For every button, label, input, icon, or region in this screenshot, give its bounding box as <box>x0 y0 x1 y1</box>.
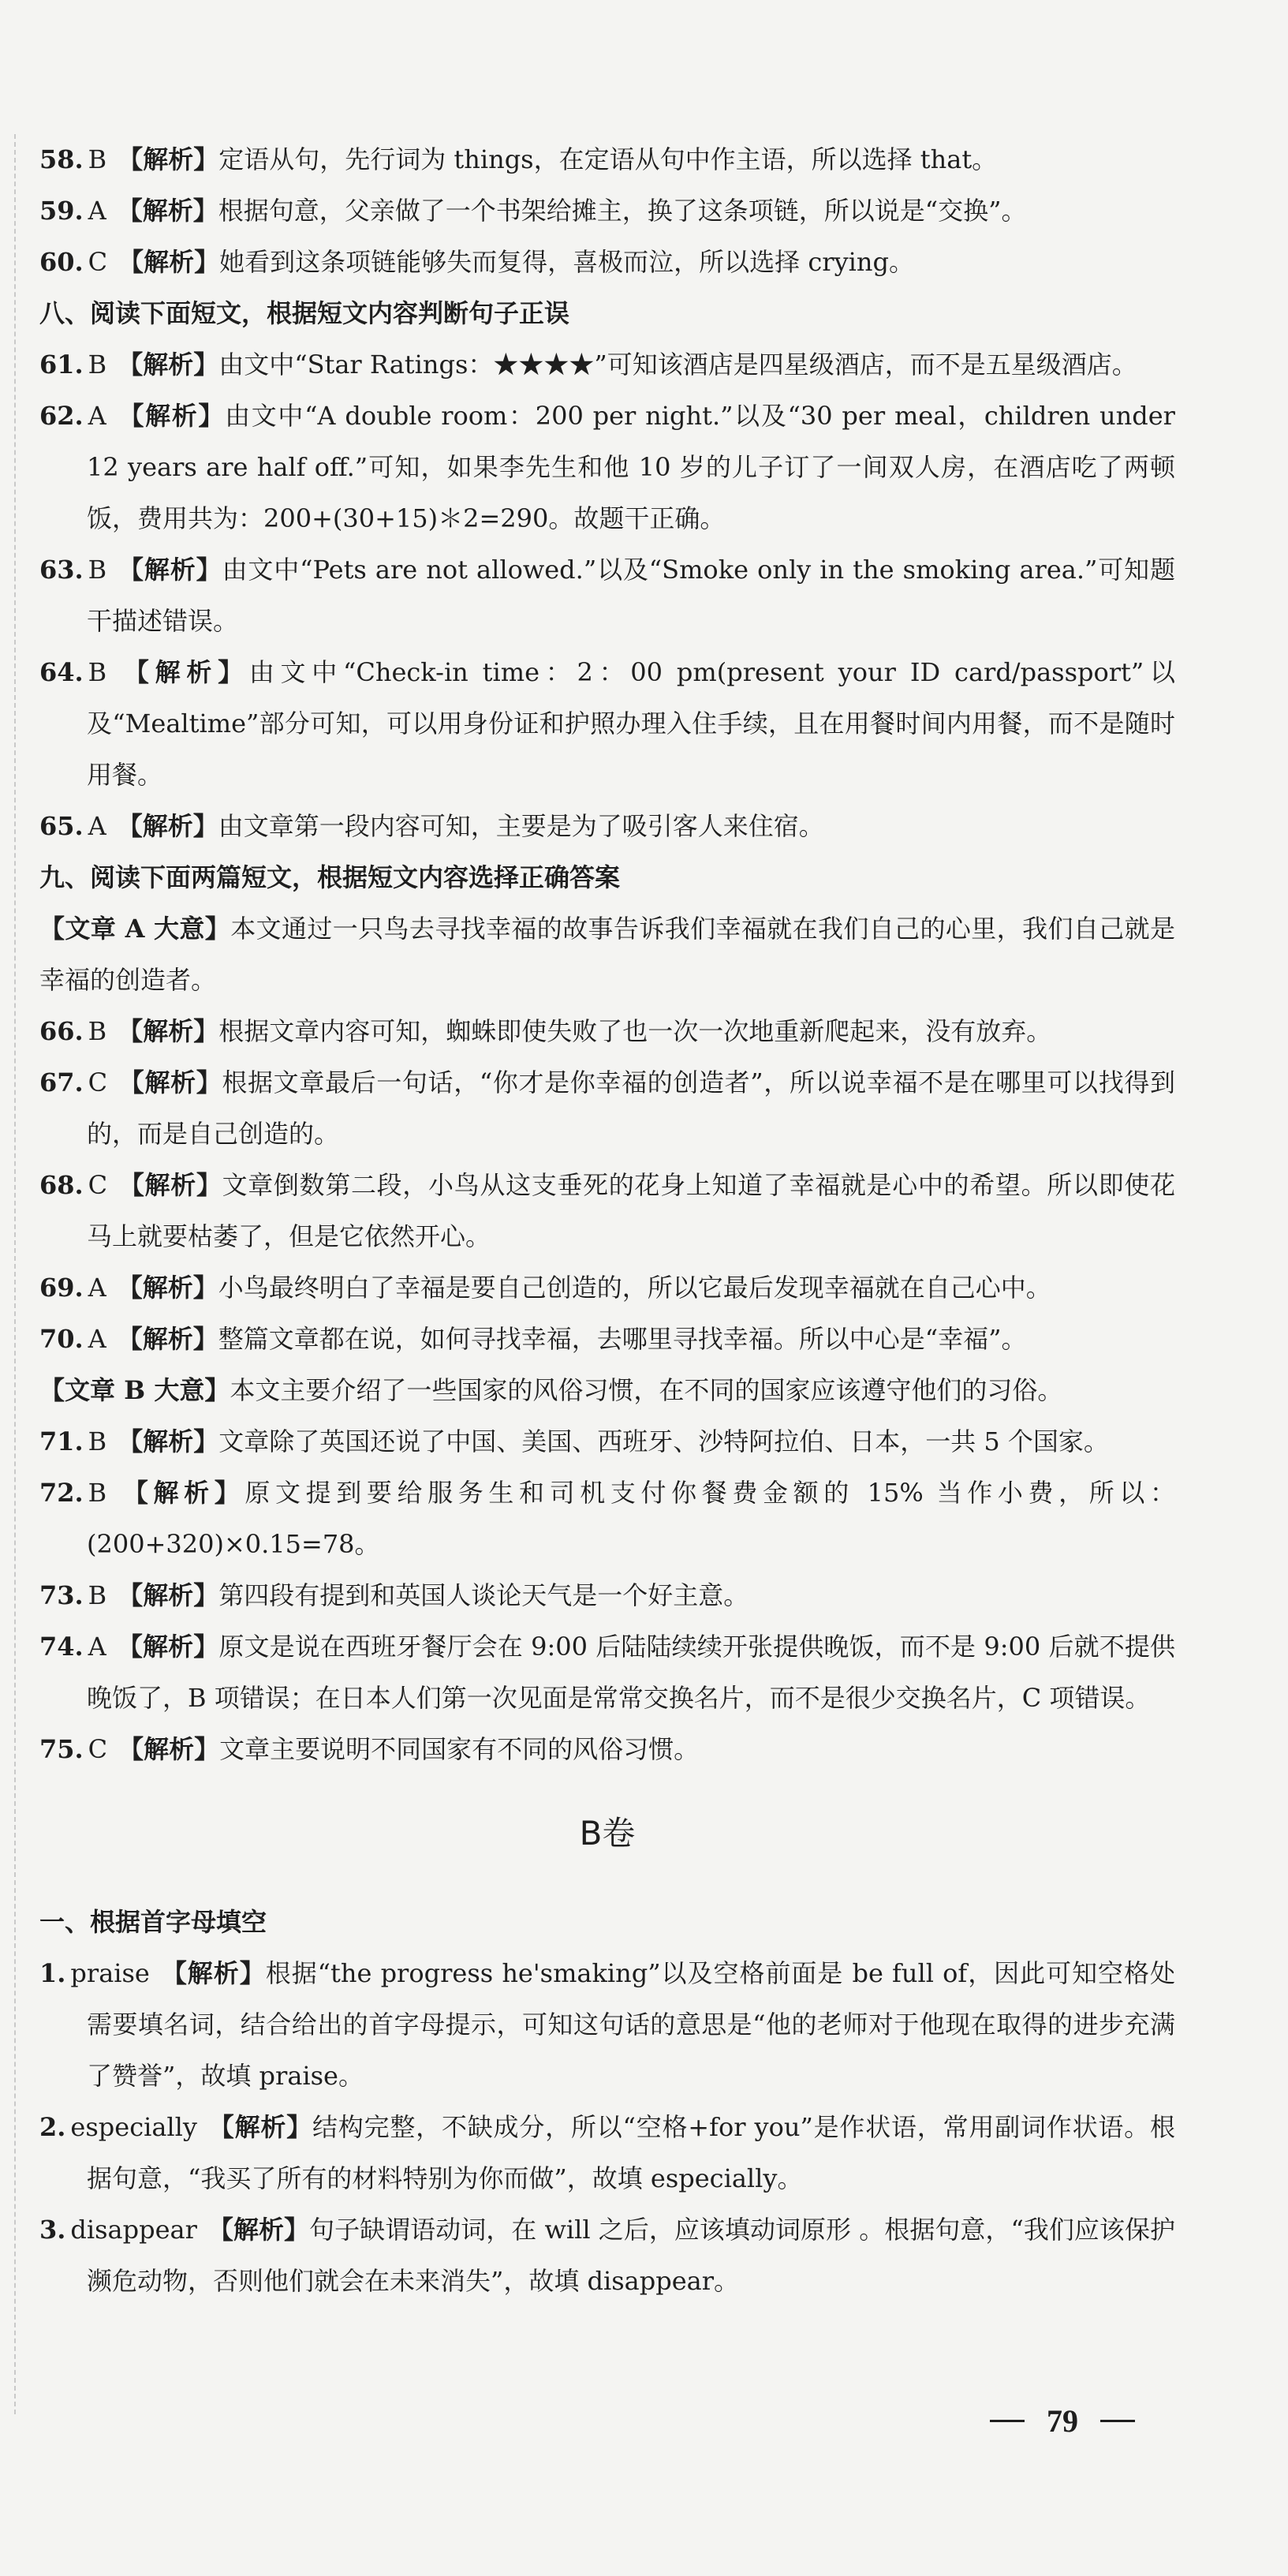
analysis-text: 句子缺谓语动词，在 will 之后，应该填动词原形 。根据句意，“我们应该保护濒危动物，否则他们就会在未来消失”，故填 disappear。 <box>87 2215 1175 2296</box>
answer-item <box>39 1416 1175 1467</box>
question-number: 71. <box>39 1426 84 1456</box>
answer-item <box>39 647 1175 801</box>
analysis-text: 原文提到要给服务生和司机支付你餐费金额的 15% 当作小费，所以：(200+320)×0.15=78。 <box>87 1478 1175 1559</box>
answer-content <box>39 134 1175 2307</box>
analysis-text: 根据“the progress he'smaking”以及空格前面是 be full of，因此可知空格处需要填名词，结合给出的首字母提示，可知这句话的意思是“他的老师对于他现在取得的进步充满了赞誉”，故填 praise。 <box>87 1958 1175 2091</box>
answer-letter: C <box>88 247 108 277</box>
analysis-text: 由文中“Star Ratings：★★★★”可知该酒店是四星级酒店，而不是五星级酒店。 <box>218 350 1137 379</box>
analysis-tag: 【解析】 <box>118 1426 219 1456</box>
answer-item <box>39 1621 1175 1724</box>
analysis-text: 整篇文章都在说，如何寻找幸福，去哪里寻找幸福。所以中心是“幸福”。 <box>218 1324 1027 1354</box>
question-number: 73. <box>39 1580 84 1610</box>
analysis-tag: 【解析】 <box>118 1067 222 1097</box>
answer-item <box>39 1570 1175 1621</box>
article-b-summary <box>39 1365 1175 1416</box>
question-number: 66. <box>39 1016 84 1046</box>
answer-item <box>39 134 1175 185</box>
answer-letter: B <box>88 144 107 174</box>
answer-item <box>39 801 1175 852</box>
question-number: 3. <box>39 2215 66 2245</box>
answer-letter: A <box>88 1273 106 1303</box>
question-number: 67. <box>39 1067 84 1097</box>
analysis-tag: 【解析】 <box>118 350 219 379</box>
analysis-tag: 【解析】 <box>207 2112 312 2142</box>
answers-group-fill-in <box>39 1948 1175 2307</box>
answer-item <box>39 391 1175 544</box>
analysis-text: 第四段有提到和英国人谈论天气是一个好主意。 <box>218 1580 749 1610</box>
analysis-tag: 【解析】 <box>118 1170 222 1200</box>
analysis-tag: 【解析】 <box>117 196 218 226</box>
analysis-tag: 【解析】 <box>118 144 219 174</box>
analysis-tag: 【解析】 <box>118 247 220 277</box>
analysis-text: 根据文章内容可知，蜘蛛即使失败了也一次一次地重新爬起来，没有放弃。 <box>218 1016 1052 1046</box>
answer-item <box>39 339 1175 391</box>
answer-letter: A <box>88 1632 106 1662</box>
section-heading-8: 八、阅读下面短文，根据短文内容判断句子正误 <box>39 298 570 328</box>
answer-letter: B <box>88 657 107 687</box>
binding-margin-line <box>14 134 16 2414</box>
analysis-text: 她看到这条项链能够失而复得，喜极而泣，所以选择 crying。 <box>219 247 914 277</box>
answer-item <box>39 1160 1175 1262</box>
answer-letter: B <box>88 555 107 585</box>
answers-group-61-65 <box>39 339 1175 852</box>
answer-letter: B <box>88 1426 107 1456</box>
page-number <box>990 2402 1135 2440</box>
question-number: 74. <box>39 1632 84 1662</box>
answer-word: disappear <box>70 2215 197 2245</box>
question-number: 58. <box>39 144 84 174</box>
answer-item <box>39 1262 1175 1314</box>
answer-letter: A <box>88 401 106 431</box>
answers-group-66-70 <box>39 1006 1175 1365</box>
analysis-text: 文章主要说明不同国家有不同的风俗习惯。 <box>219 1734 700 1764</box>
article-a-summary <box>39 903 1175 1006</box>
analysis-tag: 【解析】 <box>117 1324 218 1354</box>
question-number: 59. <box>39 196 84 226</box>
analysis-text: 定语从句，先行词为 things，在定语从句中作主语，所以选择 that。 <box>218 144 998 174</box>
analysis-text: 文章倒数第二段，小鸟从这支垂死的花身上知道了幸福就是心中的希望。所以即使花马上就要枯萎了，但是它依然开心。 <box>87 1170 1175 1251</box>
answer-item <box>39 2102 1175 2204</box>
analysis-tag: 【解析】 <box>118 1734 220 1764</box>
part-b-title: B卷 <box>579 1814 636 1853</box>
answer-item <box>39 1006 1175 1057</box>
analysis-tag: 【解析】 <box>118 657 249 687</box>
answers-group-58-60 <box>39 134 1175 288</box>
analysis-tag: 【解析】 <box>118 1478 245 1508</box>
answer-word: especially <box>70 2112 197 2142</box>
section-heading-1: 一、根据首字母填空 <box>39 1907 267 1937</box>
question-number: 62. <box>39 401 84 431</box>
question-number: 61. <box>39 350 84 379</box>
answer-item <box>39 544 1175 647</box>
article-b-text: 本文主要介绍了一些国家的风俗习惯，在不同的国家应该遵守他们的习俗。 <box>230 1375 1063 1405</box>
question-number: 75. <box>39 1734 84 1764</box>
answer-item <box>39 1314 1175 1365</box>
analysis-tag: 【解析】 <box>118 555 222 585</box>
analysis-text: 根据句意，父亲做了一个书架给摊主，换了这条项链，所以说是“交换”。 <box>218 196 1027 226</box>
page-number-dash-right <box>1100 2420 1135 2422</box>
answer-item <box>39 1467 1175 1570</box>
answer-letter: A <box>88 196 106 226</box>
question-number: 68. <box>39 1170 84 1200</box>
answer-letter: A <box>88 811 106 841</box>
analysis-tag: 【解析】 <box>118 1016 219 1046</box>
question-number: 69. <box>39 1273 84 1303</box>
page-number-text: 79 <box>1047 2403 1078 2439</box>
answer-letter: B <box>88 1580 107 1610</box>
question-number: 70. <box>39 1324 84 1354</box>
analysis-tag: 【解析】 <box>207 2215 310 2245</box>
question-number: 60. <box>39 247 84 277</box>
article-a-text: 本文通过一只鸟去寻找幸福的故事告诉我们幸福就在我们自己的心里，我们自己就是幸福的创造者。 <box>39 914 1175 995</box>
answer-item <box>39 2204 1175 2307</box>
analysis-text: 根据文章最后一句话，“你才是你幸福的创造者”，所以说幸福不是在哪里可以找得到的，而是自己创造的。 <box>87 1067 1175 1149</box>
answer-letter: C <box>88 1067 108 1097</box>
analysis-text: 由文中“A double room：200 per night.”以及“30 per meal，children under 12 years are half off.”可知，如果李先生和他 10 岁的儿子订了一间双人房，在酒店吃了两顿饭，费用共为：200+(30+15)＊2=290。故题干正确。 <box>87 401 1175 533</box>
answers-group-71-75 <box>39 1416 1175 1775</box>
answer-item <box>39 1724 1175 1775</box>
answer-letter: B <box>88 1478 107 1508</box>
analysis-text: 小鸟最终明白了幸福是要自己创造的，所以它最后发现幸福就在自己心中。 <box>218 1273 1051 1303</box>
question-number: 2. <box>39 2112 66 2142</box>
answer-word: praise <box>70 1958 150 1988</box>
answer-letter: C <box>88 1734 108 1764</box>
answer-item <box>39 1948 1175 2102</box>
answer-letter: A <box>88 1324 106 1354</box>
answer-item <box>39 1057 1175 1160</box>
analysis-tag: 【解析】 <box>117 1273 218 1303</box>
answer-letter: C <box>88 1170 108 1200</box>
question-number: 65. <box>39 811 84 841</box>
analysis-tag: 【解析】 <box>117 401 226 431</box>
analysis-text: 文章除了英国还说了中国、美国、西班牙、沙特阿拉伯、日本，一共 5 个国家。 <box>218 1426 1109 1456</box>
analysis-text: 由文中“Check-in time：2：00 pm(present your ID card/passport”以及“Mealtime”部分可知，可以用身份证和护照办理入住手续，且在用餐时间内用餐，而不是随时用餐。 <box>87 657 1175 790</box>
analysis-tag: 【解析】 <box>160 1958 266 1988</box>
answer-item <box>39 237 1175 288</box>
analysis-tag: 【解析】 <box>118 1580 219 1610</box>
article-a-tag: 【文章 A 大意】 <box>39 914 231 944</box>
page-number-dash-left <box>990 2420 1025 2422</box>
question-number: 63. <box>39 555 84 585</box>
analysis-tag: 【解析】 <box>117 811 218 841</box>
question-number: 1. <box>39 1958 66 1988</box>
analysis-text: 结构完整，不缺成分，所以“空格+for you”是作状语，常用副词作状语。根据句意，“我买了所有的材料特别为你而做”，故填 especially。 <box>87 2112 1175 2193</box>
section-heading-9: 九、阅读下面两篇短文，根据短文内容选择正确答案 <box>39 862 621 892</box>
analysis-text: 由文章第一段内容可知，主要是为了吸引客人来住宿。 <box>218 811 824 841</box>
question-number: 72. <box>39 1478 84 1508</box>
answer-item <box>39 185 1175 237</box>
analysis-text: 由文中“Pets are not allowed.”以及“Smoke only in the smoking area.”可知题干描述错误。 <box>87 555 1175 636</box>
answer-letter: B <box>88 350 107 379</box>
analysis-text: 原文是说在西班牙餐厅会在 9:00 后陆陆续续开张提供晚饭，而不是 9:00 后就不提供晚饭了，B 项错误；在日本人们第一次见面是常常交换名片，而不是很少交换名片，C 项错误。 <box>87 1632 1175 1713</box>
analysis-tag: 【解析】 <box>117 1632 219 1662</box>
question-number: 64. <box>39 657 84 687</box>
answer-letter: B <box>88 1016 107 1046</box>
article-b-tag: 【文章 B 大意】 <box>39 1375 230 1405</box>
